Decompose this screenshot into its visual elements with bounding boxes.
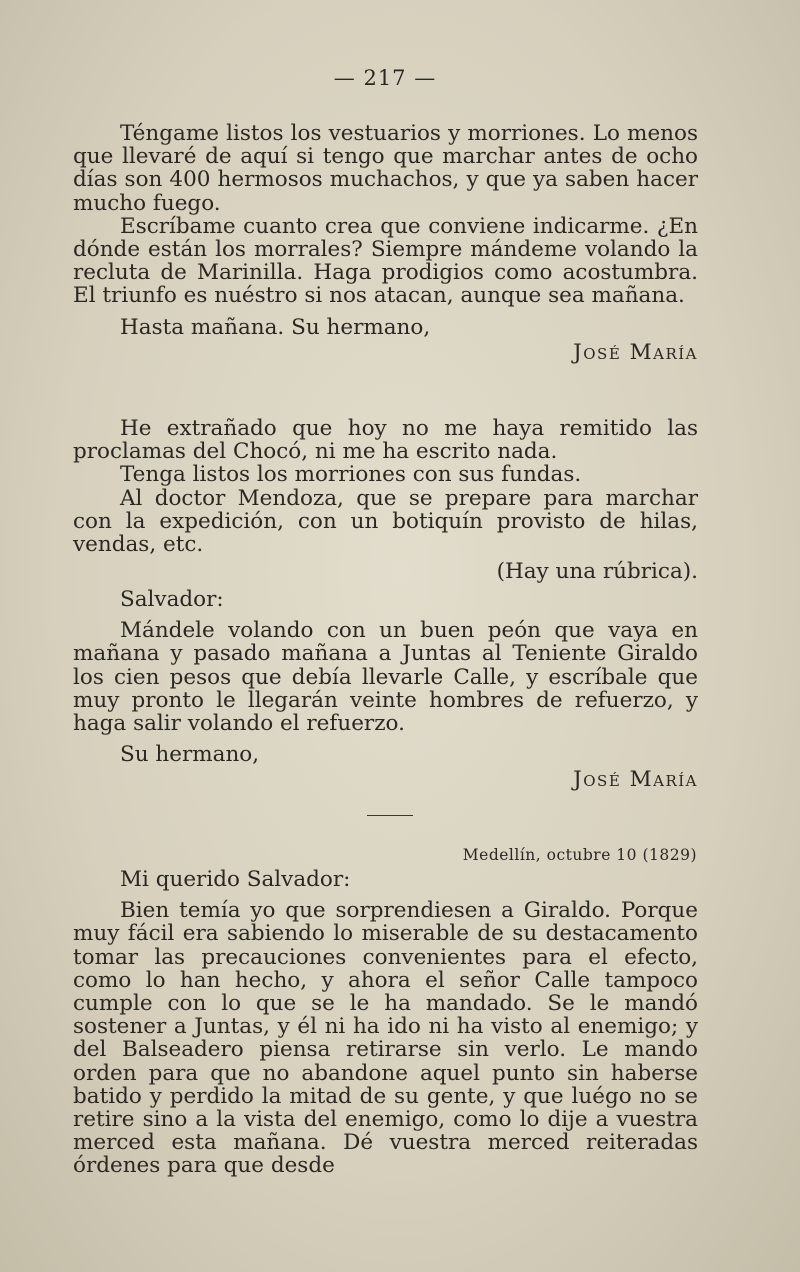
letter-1-closing: Hasta mañana. Su hermano, xyxy=(120,314,431,340)
letter-4-paragraph-1: Bien temía yo que sorprendiesen a Giraldo. Porque muy fácil era sabiendo lo miserable de su destacamento tomar las precauciones convenientes para el efecto, como lo han hecho, y ahora el señor Calle tampoco cumple con lo que se le ha mandado. Se le mandó sostener a Juntas, y él ni ha ido ni ha visto al enemigo; y del Balseadero piensa retirarse sin verlo. Le mando orden para que no abandone aquel punto sin haberse batido y perdido la mitad de su gente, y que luégo no se retire sino a la vista del enemigo, como lo dije a vuestra merced esta mañana. Dé vuestra merced reiteradas órdenes para que desde xyxy=(73,898,698,1179)
letter-1-paragraph-2: Escríbame cuanto crea que conviene indicarme. ¿En dónde están los morrales? Siempre mándeme volando la recluta de Marinilla. Haga prodigios como acostumbra. El triunfo es nuéstro si nos atacan, aunque sea mañana. xyxy=(73,213,698,309)
letter-3-closing: Su hermano, xyxy=(120,742,260,768)
letter-3-salutation: Salvador: xyxy=(120,587,224,612)
letter-3 xyxy=(73,588,698,792)
letter-2-rubrica: (Hay una rúbrica). xyxy=(496,559,698,585)
letter-1-signature: José María xyxy=(573,339,698,365)
letter-2-paragraph-3: Al doctor Mendoza, que se prepare para marchar con la expedición, con un botiquín provisto de hilas, vendas, etc. xyxy=(73,485,698,558)
letter-2-paragraph-1: He extrañado que hoy no me haya remitido las proclamas del Chocó, ni me ha escrito nada. xyxy=(73,416,698,465)
letter-1 xyxy=(73,122,698,364)
section-divider xyxy=(367,815,413,816)
letter-2 xyxy=(73,417,698,589)
page-number: — 217 — xyxy=(333,66,437,90)
letter-3-paragraph-1: Mándele volando con un buen peón que vaya en mañana y pasado mañana a Juntas al Teniente Giraldo los cien pesos que debía llevarle Calle, y escríbale que muy pronto le llegarán veinte hombres de refuerzo, y haga salir volando el refuerzo. xyxy=(73,618,698,737)
letter-4 xyxy=(73,868,698,1178)
letter-3-signature: José María xyxy=(573,767,698,793)
letter-1-paragraph-1: Téngame listos los vestuarios y morriones. Lo menos que llevaré de aquí si tengo que marchar antes de ocho días son 400 hermosos muchachos, y que ya saben hacer mucho fuego. xyxy=(73,121,698,216)
letter-4-dateline: Medellín, octubre 10 (1829) xyxy=(462,846,697,864)
letter-4-salutation: Mi querido Salvador: xyxy=(120,867,351,892)
letter-2-paragraph-2: Tenga listos los morriones con sus fundas. xyxy=(120,462,582,488)
